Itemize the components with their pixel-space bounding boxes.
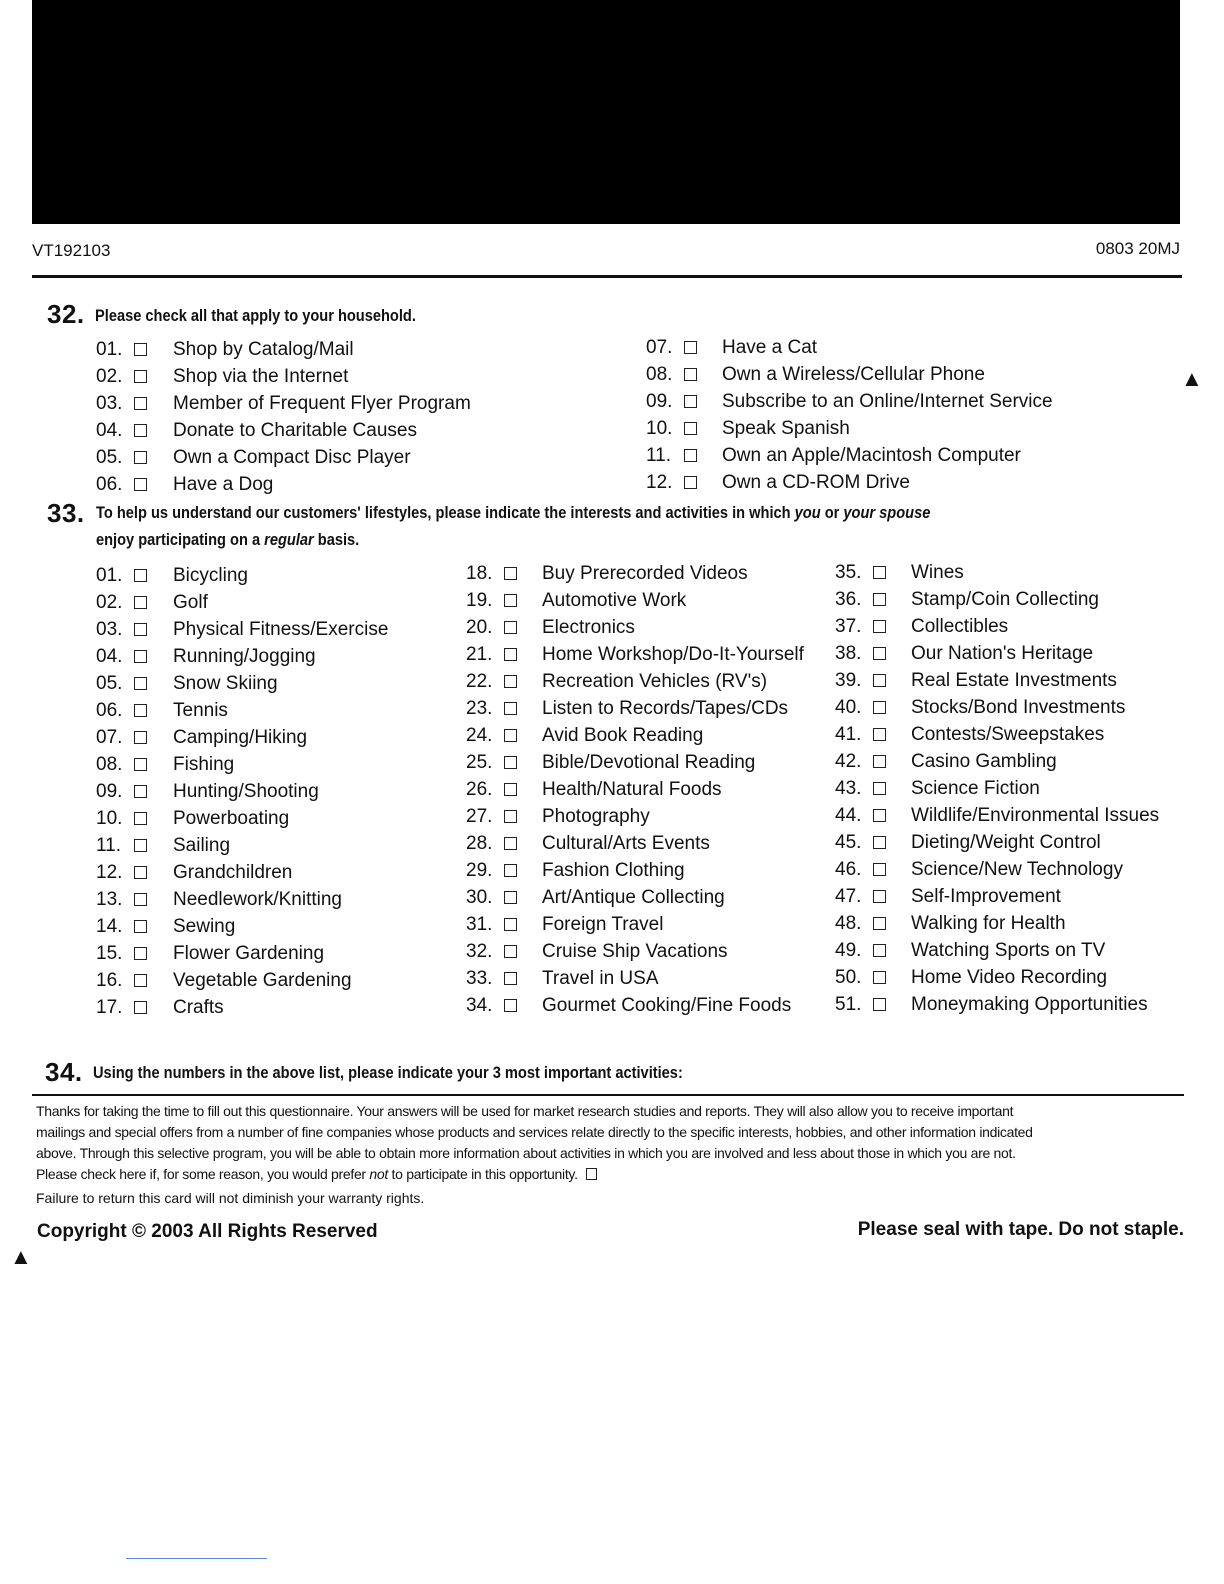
checkbox[interactable] <box>504 621 517 634</box>
q33-option-number: 34. <box>466 995 493 1016</box>
q33-option-label: Grandchildren <box>173 862 293 883</box>
q32-option[interactable] <box>96 471 546 498</box>
q33-option-number: 18. <box>466 563 493 584</box>
q33-option[interactable] <box>835 937 1195 964</box>
checkbox[interactable] <box>134 893 147 906</box>
q32-left-column <box>96 336 546 498</box>
q33-option-label: Snow Skiing <box>173 673 278 694</box>
opt-out-not: not <box>369 1166 388 1182</box>
disclaimer-line-2: mailings and special offers from a number of fine companies whose products and services relate directly to the specific interests, hobbies, and other information indicated <box>36 1124 1033 1140</box>
q32-option-label: Have a Dog <box>173 474 274 495</box>
q33-option-number: 08. <box>96 754 123 775</box>
q33-option[interactable] <box>835 802 1195 829</box>
checkbox[interactable] <box>504 594 517 607</box>
q33-option[interactable] <box>835 667 1195 694</box>
q33-option-number: 21. <box>466 644 493 665</box>
checkbox[interactable] <box>684 395 697 408</box>
checkbox[interactable] <box>134 947 147 960</box>
q33-option-number: 14. <box>96 916 123 937</box>
q32-option[interactable] <box>646 415 1126 442</box>
q33-option-number: 06. <box>96 700 123 721</box>
checkbox[interactable] <box>134 451 147 464</box>
checkbox[interactable] <box>504 837 517 850</box>
checkbox[interactable] <box>684 341 697 354</box>
q33-option-label: Health/Natural Foods <box>542 779 722 800</box>
q33-option-number: 05. <box>96 673 123 694</box>
checkbox[interactable] <box>684 476 697 489</box>
q33-option[interactable] <box>96 913 456 940</box>
q33-option-label: Collectibles <box>911 616 1009 637</box>
checkbox[interactable] <box>504 999 517 1012</box>
q34-number: 34. <box>45 1057 83 1087</box>
checkbox[interactable] <box>504 810 517 823</box>
q33-option-label: Buy Prerecorded Videos <box>542 563 748 584</box>
q32-option-number: 08. <box>646 364 673 385</box>
q33-option-number: 44. <box>835 805 862 826</box>
q33-option-label: Bicycling <box>173 565 248 586</box>
opt-out-text-a: Please check here if, for some reason, you would prefer <box>36 1166 370 1182</box>
q33-option[interactable] <box>96 562 456 589</box>
q32-option-label: Member of Frequent Flyer Program <box>173 393 471 414</box>
checkbox[interactable] <box>134 758 147 771</box>
q33-option[interactable] <box>466 560 826 587</box>
q33-option-label: Stamp/Coin Collecting <box>911 589 1099 610</box>
checkbox[interactable] <box>134 974 147 987</box>
checkbox[interactable] <box>504 675 517 688</box>
q33-option-label: Fashion Clothing <box>542 860 685 881</box>
seal-instruction: Please seal with tape. Do not staple. <box>857 1219 1184 1240</box>
checkbox[interactable] <box>134 424 147 437</box>
checkbox[interactable] <box>684 422 697 435</box>
q32-option[interactable] <box>646 361 1126 388</box>
checkbox[interactable] <box>873 944 886 957</box>
q33-option[interactable] <box>96 859 456 886</box>
q33-option-number: 28. <box>466 833 493 854</box>
q33-option-number: 22. <box>466 671 493 692</box>
q32-option[interactable] <box>96 390 546 417</box>
q33-option[interactable] <box>96 832 456 859</box>
disclaimer-paragraph <box>36 1101 1184 1185</box>
q33-option[interactable] <box>466 776 826 803</box>
q32-option-label: Shop by Catalog/Mail <box>173 339 354 360</box>
q33-option[interactable] <box>466 614 826 641</box>
q33-option-number: 51. <box>835 994 862 1015</box>
checkbox[interactable] <box>504 972 517 985</box>
q33-option[interactable] <box>835 856 1195 883</box>
q32-option-label: Own a Wireless/Cellular Phone <box>722 364 985 385</box>
q33-option-number: 45. <box>835 832 862 853</box>
q33-option-label: Real Estate Investments <box>911 670 1117 691</box>
checkbox[interactable] <box>504 756 517 769</box>
form-code-right: 0803 20MJ <box>1095 239 1180 258</box>
disclaimer-line-1: Thanks for taking the time to fill out this questionnaire. Your answers will be used for market research studies and reports. They will also allow you to receive important <box>36 1103 1014 1119</box>
copyright-notice: Copyright © 2003 All Rights Reserved <box>37 1221 378 1242</box>
q33-option[interactable] <box>96 697 456 724</box>
checkbox[interactable] <box>684 449 697 462</box>
q33-option-label: Wildlife/Environmental Issues <box>911 805 1160 826</box>
triangle-up-icon: ▲ <box>1181 366 1203 391</box>
q32-option-number: 12. <box>646 472 673 493</box>
q33-option-number: 27. <box>466 806 493 827</box>
checkbox[interactable] <box>873 674 886 687</box>
q32-option[interactable] <box>96 444 546 471</box>
q33-option-number: 39. <box>835 670 862 691</box>
q33-option-number: 30. <box>466 887 493 908</box>
q32-option-number: 11. <box>646 445 672 466</box>
q32-option-number: 03. <box>96 393 123 414</box>
q33-option-number: 15. <box>96 943 123 964</box>
q33-option[interactable] <box>96 751 456 778</box>
q32-option-number: 02. <box>96 366 123 387</box>
q33-option[interactable] <box>466 641 826 668</box>
q33-option[interactable] <box>96 994 456 1021</box>
scan-artifact-line <box>126 1558 267 1559</box>
q33-option[interactable] <box>96 805 456 832</box>
q33-option-label: Avid Book Reading <box>542 725 704 746</box>
q32-option-label: Have a Cat <box>722 337 818 358</box>
q33-option-label: Cultural/Arts Events <box>542 833 710 854</box>
checkbox[interactable] <box>873 971 886 984</box>
q33-option[interactable] <box>466 668 826 695</box>
q32-option-number: 07. <box>646 337 673 358</box>
q33-option-number: 49. <box>835 940 862 961</box>
checkbox[interactable] <box>134 866 147 879</box>
q33-option-number: 46. <box>835 859 862 880</box>
q33-option-label: Photography <box>542 806 650 827</box>
q33-option[interactable] <box>96 940 456 967</box>
checkbox[interactable] <box>873 998 886 1011</box>
q32-number: 32. <box>47 299 85 329</box>
q33-option[interactable] <box>835 613 1195 640</box>
checkbox[interactable] <box>134 1001 147 1014</box>
q33-option[interactable] <box>466 911 826 938</box>
q33-option-label: Dieting/Weight Control <box>911 832 1101 853</box>
q33-prompt-line2-a: enjoy participating on a <box>96 530 265 549</box>
q33-option-label: Flower Gardening <box>173 943 325 964</box>
checkbox[interactable] <box>873 755 886 768</box>
checkbox[interactable] <box>504 729 517 742</box>
q33-option[interactable] <box>96 643 456 670</box>
q32-option-number: 04. <box>96 420 123 441</box>
q33-option-label: Walking for Health <box>911 913 1066 934</box>
q33-option-number: 42. <box>835 751 862 772</box>
q32-option-label: Shop via the Internet <box>173 366 349 387</box>
q33-option-number: 33. <box>466 968 493 989</box>
q33-option[interactable] <box>835 748 1195 775</box>
q33-number: 33. <box>47 498 85 528</box>
q33-option-number: 13. <box>96 889 123 910</box>
q33-option-number: 23. <box>466 698 493 719</box>
q33-option-label: Casino Gambling <box>911 751 1057 772</box>
q32-option-label: Speak Spanish <box>722 418 850 439</box>
q33-option-number: 31. <box>466 914 493 935</box>
q33-option-label: Sailing <box>173 835 231 856</box>
q33-option-label: Powerboating <box>173 808 290 829</box>
checkbox[interactable] <box>873 620 886 633</box>
q33-option-number: 07. <box>96 727 123 748</box>
header-rule <box>32 275 1182 278</box>
q33-option[interactable] <box>835 964 1195 991</box>
q32-option-label: Own a CD-ROM Drive <box>722 472 910 493</box>
q32-option-label: Own a Compact Disc Player <box>173 447 411 468</box>
checkbox[interactable] <box>873 809 886 822</box>
checkbox[interactable] <box>873 566 886 579</box>
checkbox[interactable] <box>873 890 886 903</box>
q33-option-label: Electronics <box>542 617 635 638</box>
q33-option-number: 24. <box>466 725 493 746</box>
q33-option[interactable] <box>835 883 1195 910</box>
q33-option-label: Needlework/Knitting <box>173 889 342 910</box>
q33-option-number: 43. <box>835 778 862 799</box>
checkbox[interactable] <box>134 731 147 744</box>
checkbox[interactable] <box>504 783 517 796</box>
q33-option[interactable] <box>466 749 826 776</box>
q32-prompt: Please check all that apply to your household. <box>95 306 416 325</box>
q33-option-label: Stocks/Bond Investments <box>911 697 1126 718</box>
q32-option[interactable] <box>646 442 1126 469</box>
q33-option-number: 01. <box>96 565 123 586</box>
checkbox[interactable] <box>504 945 517 958</box>
q33-option-number: 02. <box>96 592 123 613</box>
q33-option-label: Foreign Travel <box>542 914 664 935</box>
q33-option-number: 32. <box>466 941 493 962</box>
q33-option-label: Gourmet Cooking/Fine Foods <box>542 995 792 1016</box>
q33-option-label: Travel in USA <box>542 968 659 989</box>
q33-option-number: 03. <box>96 619 123 640</box>
q33-option-number: 35. <box>835 562 862 583</box>
checkbox[interactable] <box>504 648 517 661</box>
q33-option-label: Crafts <box>173 997 224 1018</box>
q33-option-label: Watching Sports on TV <box>911 940 1106 961</box>
q33-option-number: 11. <box>96 835 122 856</box>
q33-option[interactable] <box>96 778 456 805</box>
form-code-left: VT192103 <box>32 241 111 260</box>
q33-prompt <box>96 503 930 523</box>
q33-option[interactable] <box>466 938 826 965</box>
q33-option-label: Wines <box>911 562 964 583</box>
q32-option-label: Subscribe to an Online/Internet Service <box>722 391 1053 412</box>
q33-option-label: Listen to Records/Tapes/CDs <box>542 698 789 719</box>
q33-option-label: Sewing <box>173 916 236 937</box>
q33-option[interactable] <box>835 775 1195 802</box>
q32-option-number: 06. <box>96 474 123 495</box>
q33-option-label: Art/Antique Collecting <box>542 887 725 908</box>
q33-prompt-or: or <box>820 503 844 522</box>
q33-option[interactable] <box>96 724 456 751</box>
q33-option[interactable] <box>466 803 826 830</box>
checkbox[interactable] <box>134 839 147 852</box>
q33-option-number: 04. <box>96 646 123 667</box>
checkbox[interactable] <box>134 370 147 383</box>
q33-option[interactable] <box>835 721 1195 748</box>
q32-option[interactable] <box>96 336 546 363</box>
q33-option-label: Science Fiction <box>911 778 1040 799</box>
q33-option-number: 50. <box>835 967 862 988</box>
q33-option[interactable] <box>96 886 456 913</box>
q33-option-label: Camping/Hiking <box>173 727 308 748</box>
q32-option[interactable] <box>646 388 1126 415</box>
checkbox[interactable] <box>134 812 147 825</box>
q32-option[interactable] <box>96 363 546 390</box>
checkbox[interactable] <box>134 478 147 491</box>
checkbox[interactable] <box>134 623 147 636</box>
q33-option[interactable] <box>96 589 456 616</box>
q33-option-number: 16. <box>96 970 123 991</box>
q33-option-label: Home Video Recording <box>911 967 1108 988</box>
q33-option-label: Science/New Technology <box>911 859 1123 880</box>
q33-option[interactable] <box>466 857 826 884</box>
checkbox[interactable] <box>873 701 886 714</box>
q33-option[interactable] <box>835 829 1195 856</box>
checkbox[interactable] <box>873 917 886 930</box>
checkbox[interactable] <box>134 920 147 933</box>
q33-option[interactable] <box>466 830 826 857</box>
q33-option-number: 37. <box>835 616 862 637</box>
checkbox[interactable] <box>134 596 147 609</box>
q32-option-label: Own an Apple/Macintosh Computer <box>722 445 1021 466</box>
q32-option-number: 10. <box>646 418 673 439</box>
q33-option-label: Our Nation's Heritage <box>911 643 1094 664</box>
q33-option-label: Automotive Work <box>542 590 687 611</box>
q33-option[interactable] <box>835 640 1195 667</box>
checkbox[interactable] <box>873 728 886 741</box>
q33-option-label: Tennis <box>173 700 228 721</box>
q33-option-number: 25. <box>466 752 493 773</box>
q33-option-number: 20. <box>466 617 493 638</box>
q32-right-column <box>646 334 1126 496</box>
q33-option-number: 47. <box>835 886 862 907</box>
q33-option[interactable] <box>96 967 456 994</box>
q33-option-label: Moneymaking Opportunities <box>911 994 1148 1015</box>
q33-option-label: Contests/Sweepstakes <box>911 724 1105 745</box>
q33-option-number: 48. <box>835 913 862 934</box>
q33-option-label: Home Workshop/Do-It-Yourself <box>542 644 804 665</box>
q33-option[interactable] <box>835 586 1195 613</box>
q33-option-number: 40. <box>835 697 862 718</box>
q33-column-3 <box>835 559 1195 1018</box>
checkbox[interactable] <box>873 836 886 849</box>
disclaimer-line-4 <box>36 1164 1184 1185</box>
redaction-bar <box>32 0 1180 224</box>
checkbox[interactable] <box>134 677 147 690</box>
checkbox[interactable] <box>684 368 697 381</box>
q34-rule <box>32 1094 1184 1096</box>
q34-prompt: Using the numbers in the above list, please indicate your 3 most important activities: <box>93 1063 683 1082</box>
q33-option[interactable] <box>835 910 1195 937</box>
q32-option-label: Donate to Charitable Causes <box>173 420 417 441</box>
q33-prompt-spouse: your spouse <box>843 503 931 522</box>
checkbox[interactable] <box>134 650 147 663</box>
q32-option[interactable] <box>646 334 1126 361</box>
checkbox[interactable] <box>134 343 147 356</box>
checkbox[interactable] <box>873 647 886 660</box>
q33-option-label: Fishing <box>173 754 235 775</box>
q33-option-number: 36. <box>835 589 862 610</box>
checkbox[interactable] <box>134 569 147 582</box>
q32-option-number: 01. <box>96 339 123 360</box>
q33-option-number: 29. <box>466 860 493 881</box>
q33-option[interactable] <box>466 722 826 749</box>
q33-option-label: Running/Jogging <box>173 646 316 667</box>
q33-column-2 <box>466 560 826 1019</box>
q33-option[interactable] <box>835 991 1195 1018</box>
q33-prompt-regular: regular <box>264 530 314 549</box>
checkbox[interactable] <box>134 397 147 410</box>
disclaimer-line-3: above. Through this selective program, you will be able to obtain more information about activities in which you are involved and less about those in which you are not. <box>36 1145 1016 1161</box>
q33-option-label: Hunting/Shooting <box>173 781 319 802</box>
q33-option[interactable] <box>835 559 1195 586</box>
q33-option-label: Cruise Ship Vacations <box>542 941 728 962</box>
q33-option[interactable] <box>466 695 826 722</box>
checkbox[interactable] <box>504 891 517 904</box>
q33-option[interactable] <box>835 694 1195 721</box>
q33-option[interactable] <box>466 587 826 614</box>
q33-option[interactable] <box>96 616 456 643</box>
checkbox[interactable] <box>134 704 147 717</box>
checkbox[interactable] <box>873 782 886 795</box>
q33-option-number: 38. <box>835 643 862 664</box>
q32-option-number: 09. <box>646 391 673 412</box>
q33-option-label: Vegetable Gardening <box>173 970 352 991</box>
q33-option-number: 17. <box>96 997 123 1018</box>
q33-option-number: 19. <box>466 590 493 611</box>
q33-option-label: Physical Fitness/Exercise <box>173 619 389 640</box>
checkbox[interactable] <box>504 702 517 715</box>
q33-option-number: 09. <box>96 781 123 802</box>
q33-option-label: Golf <box>173 592 208 613</box>
q33-option-number: 10. <box>96 808 123 829</box>
q33-option-number: 41. <box>835 724 862 745</box>
opt-out-text-b: to participate in this opportunity. <box>387 1166 578 1182</box>
q33-option-label: Bible/Devotional Reading <box>542 752 756 773</box>
q33-option-number: 26. <box>466 779 493 800</box>
opt-out-checkbox[interactable] <box>586 1168 597 1180</box>
checkbox[interactable] <box>504 567 517 580</box>
checkbox[interactable] <box>504 918 517 931</box>
q33-option-number: 12. <box>96 862 123 883</box>
q33-prompt-line2 <box>96 530 359 550</box>
checkbox[interactable] <box>504 864 517 877</box>
checkbox[interactable] <box>134 785 147 798</box>
triangle-up-icon: ▲ <box>10 1244 32 1269</box>
checkbox[interactable] <box>873 593 886 606</box>
q33-option[interactable] <box>466 884 826 911</box>
q33-option[interactable] <box>96 670 456 697</box>
checkbox[interactable] <box>873 863 886 876</box>
q33-option[interactable] <box>466 965 826 992</box>
q32-option[interactable] <box>646 469 1126 496</box>
q33-prompt-line2-b: basis. <box>313 530 360 549</box>
q32-option-number: 05. <box>96 447 123 468</box>
q33-option[interactable] <box>466 992 826 1019</box>
q33-column-1 <box>96 562 456 1021</box>
q33-prompt-text: To help us understand our customers' lifestyles, please indicate the interests and activities in which <box>96 503 795 522</box>
q33-option-label: Recreation Vehicles (RV's) <box>542 671 768 692</box>
q33-option-label: Self-Improvement <box>911 886 1061 907</box>
q33-prompt-you: you <box>794 503 821 522</box>
q32-option[interactable] <box>96 417 546 444</box>
warranty-note: Failure to return this card will not diminish your warranty rights. <box>36 1190 425 1206</box>
